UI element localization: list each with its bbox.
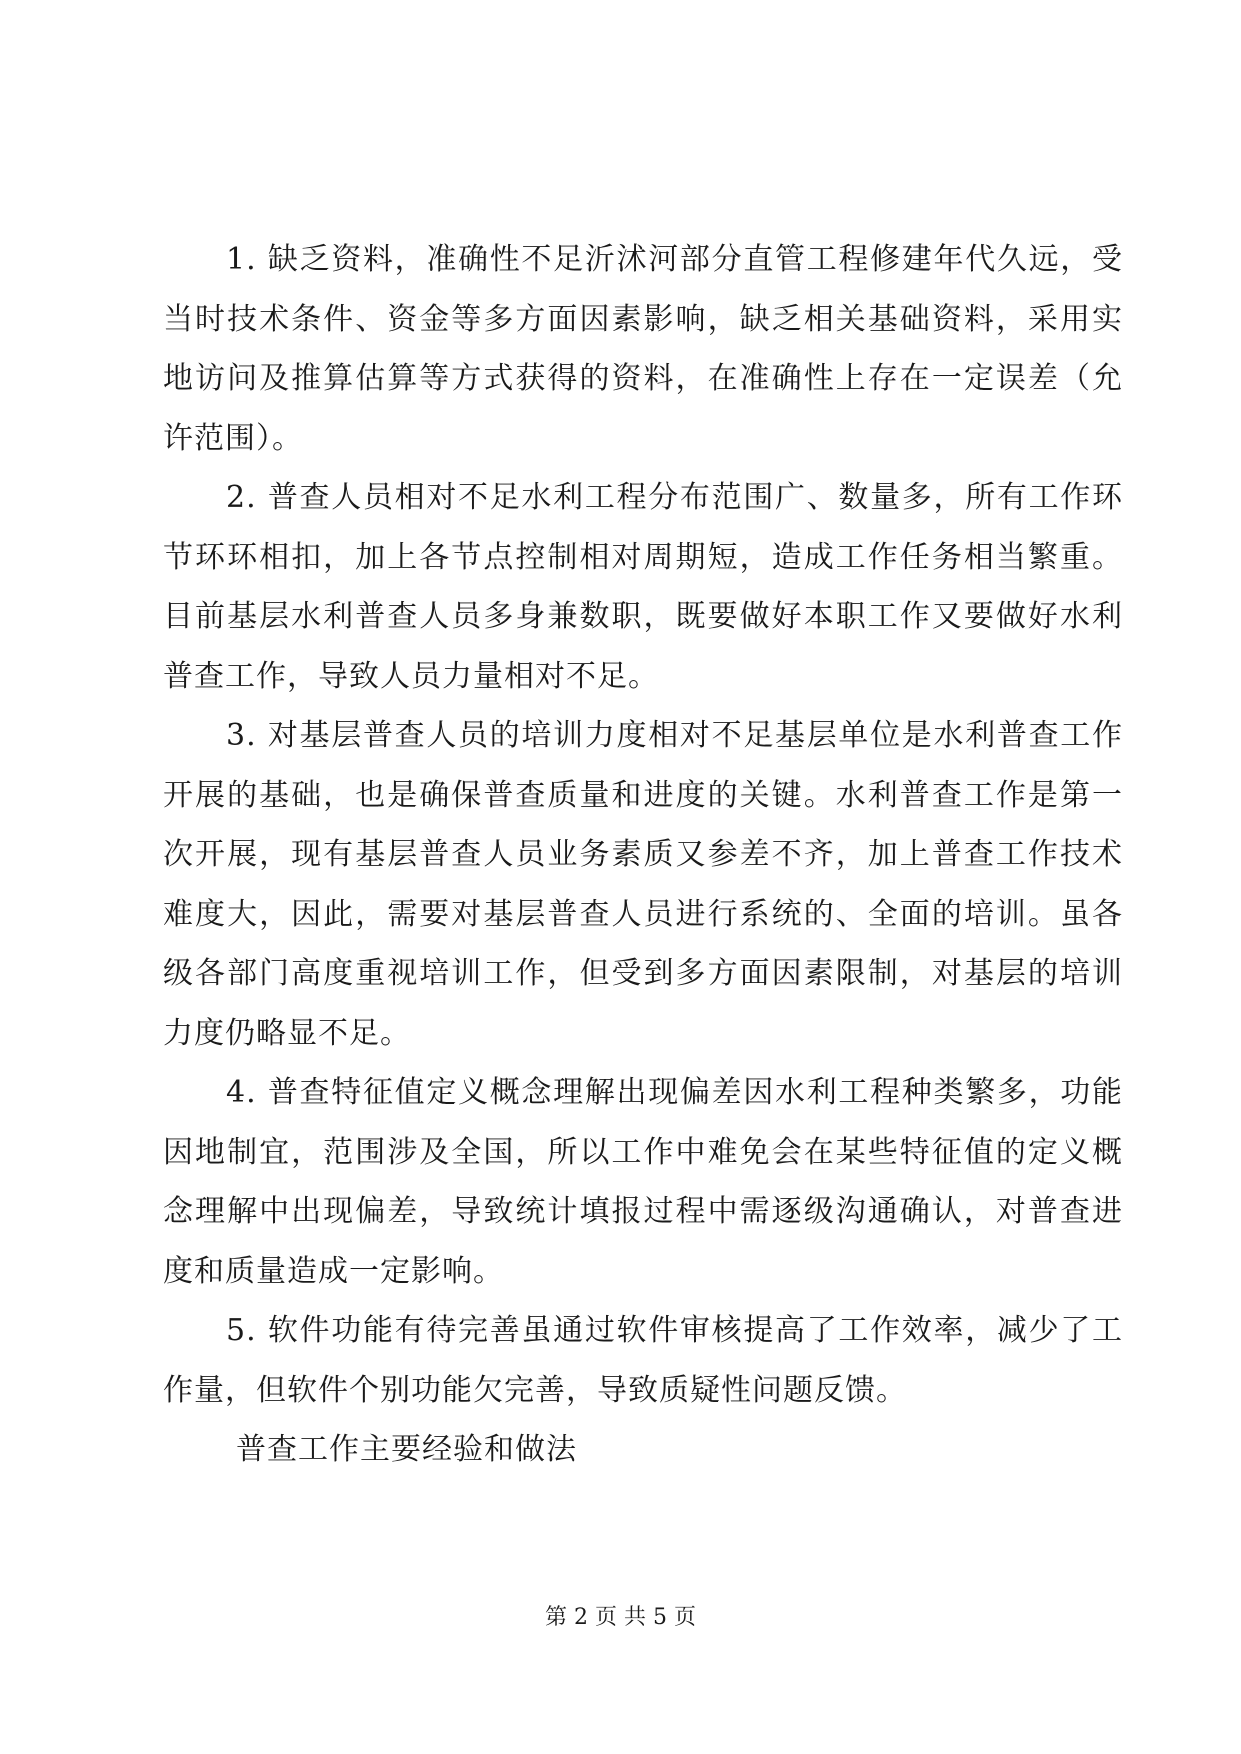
paragraph-4: 4. 普查特征值定义概念理解出现偏差因水利工程种类繁多，功能因地制宜，范围涉及全国，所以工作中难免会在某些特征值的定义概念理解中出现偏差，导致统计填报过程中需逐级沟通确认，对普查进度和质量造成一定影响。 xyxy=(163,1075,1123,1289)
paragraph-5: 5. 软件功能有待完善虽通过软件审核提高了工作效率，减少了工作量，但软件个别功能欠完善，导致质疑性问题反馈。 xyxy=(163,1313,1123,1408)
section-title: 普查工作主要经验和做法 xyxy=(236,1432,577,1467)
paragraph-3: 3. 对基层普查人员的培训力度相对不足基层单位是水利普查工作开展的基础，也是确保普查质量和进度的关键。水利普查工作是第一次开展，现有基层普查人员业务素质又参差不齐，加上普查工作技术难度大，因此，需要对基层普查人员进行系统的、全面的培训。虽各级各部门高度重视培训工作，但受到多方面因素限制，对基层的培训力度仍略显不足。 xyxy=(163,718,1123,1051)
page-footer: 第 2 页 共 5 页 xyxy=(545,1605,696,1630)
document-body xyxy=(163,230,1123,1480)
paragraph-1: 1. 缺乏资料，准确性不足沂沭河部分直管工程修建年代久远，受当时技术条件、资金等多方面因素影响，缺乏相关基础资料，采用实地访问及推算估算等方式获得的资料，在准确性上存在一定误差（允许范围）。 xyxy=(163,242,1123,456)
paragraph-2: 2. 普查人员相对不足水利工程分布范围广、数量多，所有工作环节环环相扣，加上各节点控制相对周期短，造成工作任务相当繁重。目前基层水利普查人员多身兼数职，既要做好本职工作又要做好水利普查工作，导致人员力量相对不足。 xyxy=(163,480,1123,694)
